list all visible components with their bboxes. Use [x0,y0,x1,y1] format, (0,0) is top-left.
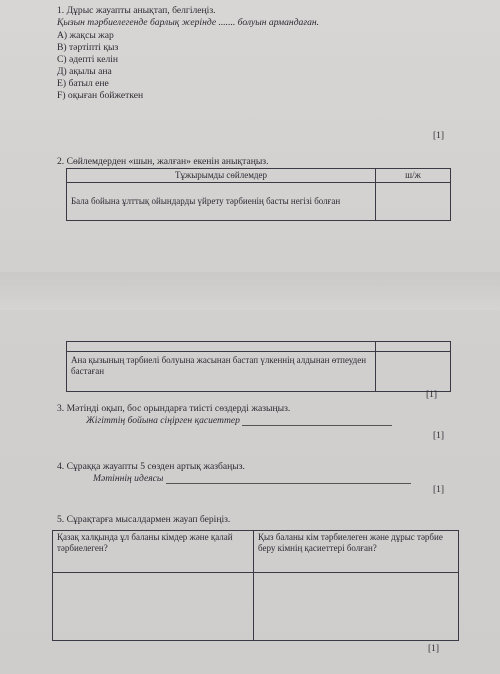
q3-title: 3. Мәтінді оқып, бос орындарға тиісті сөздерді жазыңыз. [57,403,291,414]
q2-title: 2. Сөйлемдерден «шын, жалған» екенін анықтаңыз. [57,156,269,167]
q1-option-a[interactable]: А) жақсы жар [57,30,114,41]
q1-mark: [1] [433,131,445,141]
q5-col-1: Қазақ халқында ұл баланы кімдер және қалай тәрбиелеген? [53,531,254,573]
q1-prompt: Қызын тәрбиелегенде барлық жерінде ....... болуын армандаған. [57,17,320,28]
q5-mark: [1] [428,644,440,654]
q2-col-tf: ш/ж [376,169,451,183]
q1-option-e[interactable]: Е) батыл ене [57,78,109,89]
q5-title: 5. Сұрақтарға мысалдармен жауап беріңіз. [57,514,231,525]
q2-answer-1[interactable] [376,182,451,220]
q4-title: 4. Сұраққа жауапты 5 сөзден артық жазбаңыз. [57,461,245,472]
q2-statement-1: Бала бойына ұлттық ойындарды үйрету тәрбиенің басты негізі болған [67,182,376,220]
q5-answer-2[interactable] [254,573,459,641]
q2-answer-2[interactable] [376,352,451,392]
q1-option-d[interactable]: Д) ақылы ана [57,66,112,77]
q2-mark: [1] [426,390,438,400]
q4-answer-line[interactable] [166,483,411,484]
q2-statement-2: Ана қызының тәрбиелі болуына жасынан бастап үлкеннің алдынан өтпеуден бастаған [67,352,376,392]
q3-line [86,415,392,426]
q3-line-text: Жігіттің бойына сіңірген қасиеттер [86,415,240,426]
q4-mark: [1] [433,485,445,495]
q1-option-f[interactable]: F) оқыған бойжеткен [57,90,144,101]
q1-option-c[interactable]: С) әдепті келін [57,54,119,65]
q3-answer-line[interactable] [242,425,392,426]
q5-answer-1[interactable] [53,573,254,641]
q1-option-b[interactable]: В) тәртіпті қыз [57,42,119,53]
q4-line-text: Мәтіннің идеясы [93,473,164,484]
sheet-gap [0,272,500,310]
q2-empty-row [67,342,376,352]
q5-table [52,530,459,641]
q2-table [66,168,451,221]
q2-table-continued [66,341,451,392]
q3-mark: [1] [433,431,445,441]
q1-title: 1. Дұрыс жауапты анықтап, белгілеңіз. [57,5,216,16]
q4-line [93,473,411,484]
q2-col-statements: Тұжырымды сөйлемдер [67,169,376,183]
q5-col-2: Қыз баланы кім тәрбиелеген және дұрыс тәрбие беру кімнің қасиеттері болған? [254,531,459,573]
